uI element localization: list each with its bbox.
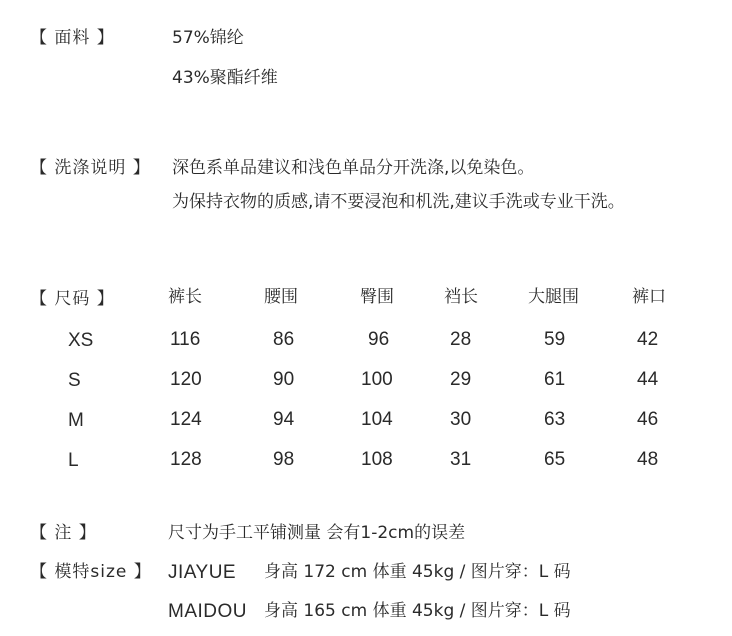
model-info-maidou: 身高 165 cm 体重 45kg / 图片穿：L 码	[264, 601, 571, 621]
cell-xs-hem: 42	[637, 329, 659, 350]
cell-l-rise: 31	[450, 449, 472, 470]
cell-s-rise: 29	[450, 369, 472, 390]
cell-xs-hip: 96	[368, 329, 390, 350]
fabric-label: 【 面料 】	[30, 28, 115, 48]
model-name-jiayue: JIAYUE	[168, 562, 237, 583]
care-line-2: 为保持衣物的质感,请不要浸泡和机洗,建议手洗或专业干洗。	[172, 192, 625, 212]
cell-s-waist: 90	[273, 369, 295, 390]
cell-s-hip: 100	[361, 369, 393, 390]
cell-s-thigh: 61	[544, 369, 566, 390]
cell-xs-rise: 28	[450, 329, 472, 350]
cell-m-length: 124	[170, 409, 202, 430]
cell-l-hem: 48	[637, 449, 659, 470]
header-hip: 臀围	[360, 287, 394, 307]
row-size-l: L	[68, 450, 79, 471]
fabric-line-2: 43%聚酯纤维	[172, 68, 278, 88]
cell-m-waist: 94	[273, 409, 295, 430]
header-length: 裤长	[168, 287, 202, 307]
row-size-s: S	[68, 370, 81, 391]
cell-m-hem: 46	[637, 409, 659, 430]
cell-l-thigh: 65	[544, 449, 566, 470]
header-waist: 腰围	[264, 287, 298, 307]
cell-s-length: 120	[170, 369, 202, 390]
note-label: 【 注 】	[30, 523, 97, 543]
row-size-m: M	[68, 410, 84, 431]
cell-s-hem: 44	[637, 369, 659, 390]
note-text: 尺寸为手工平铺测量 会有1-2cm的误差	[168, 523, 466, 543]
header-hem: 裤口	[632, 287, 666, 307]
cell-m-thigh: 63	[544, 409, 566, 430]
cell-xs-length: 116	[170, 329, 201, 350]
fabric-line-1: 57%锦纶	[172, 28, 244, 48]
size-chart-label: 【 尺码 】	[30, 289, 115, 309]
row-size-xs: XS	[68, 330, 94, 351]
cell-l-hip: 108	[361, 449, 393, 470]
cell-l-length: 128	[170, 449, 202, 470]
cell-m-hip: 104	[361, 409, 393, 430]
care-line-1: 深色系单品建议和浅色单品分开洗涤,以免染色。	[172, 158, 535, 178]
cell-l-waist: 98	[273, 449, 295, 470]
cell-xs-waist: 86	[273, 329, 295, 350]
cell-xs-thigh: 59	[544, 329, 566, 350]
cell-m-rise: 30	[450, 409, 472, 430]
model-info-jiayue: 身高 172 cm 体重 45kg / 图片穿：L 码	[264, 562, 571, 582]
model-name-maidou: MAIDOU	[168, 601, 247, 622]
care-label: 【 洗涤说明 】	[30, 158, 151, 178]
models-label: 【 模特size 】	[30, 562, 152, 582]
header-thigh: 大腿围	[528, 287, 579, 307]
header-rise: 裆长	[444, 287, 478, 307]
